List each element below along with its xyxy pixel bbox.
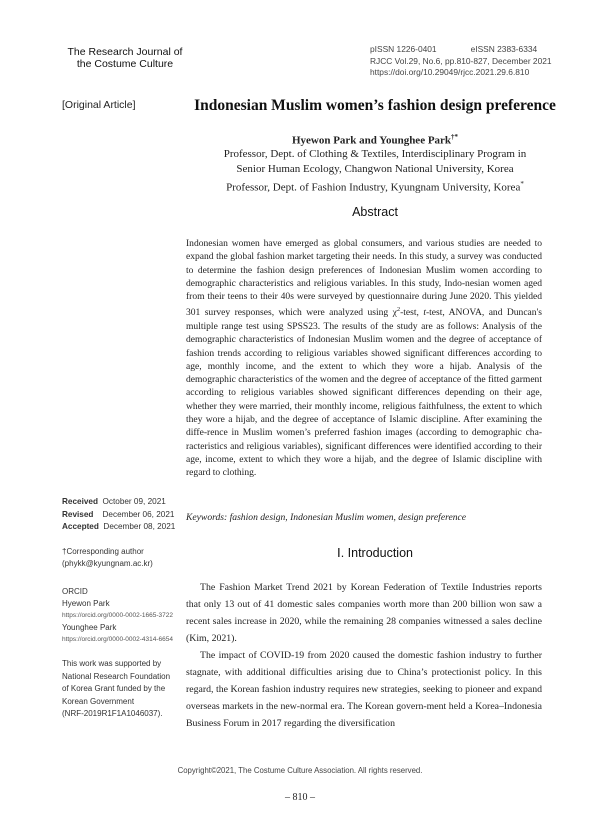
affiliations bbox=[180, 147, 570, 196]
authors bbox=[180, 133, 570, 147]
pissn: pISSN 1226-0401 bbox=[370, 44, 437, 54]
corresponding-label: †Corresponding author bbox=[62, 547, 144, 556]
intro-paragraph-2: The impact of COVID-19 from 2020 caused the domestic fashion industry to further stagnate, with additional difficulties arising due to China’s protectionist policy. In this regard, the Korean fashion industry requires new strategies, seeking to pioneer and expand overseas markets in the new-normal era. The Korean govern-ment held a Korea–Indonesia Business Forum in 2017 regarding the diversification bbox=[186, 650, 542, 729]
affiliation-line2: Senior Human Ecology, Changwon National University, Korea bbox=[236, 163, 514, 175]
eissn: eISSN 2383-6334 bbox=[470, 44, 538, 54]
orcid-link-1[interactable]: https://orcid.org/0000-0002-1665-3722 bbox=[62, 612, 173, 619]
page-number: – 810 – bbox=[285, 792, 315, 803]
article-type: [Original Article] bbox=[62, 99, 136, 111]
keywords: Keywords: fashion design, Indonesian Muslim women, design preference bbox=[186, 512, 467, 523]
received-date: October 09, 2021 bbox=[102, 497, 166, 506]
abstract-text-1: Indonesian women have emerged as global consumers, and various studies are needed to expand the global fashion market targeting their needs. In this study, a survey was conducted to determine the fashion design preferences of Indonesian Muslim women according to demographic characteristics and religious variables. In this study, Indo-nesian women aged from their teens to their 40s were surveyed by questionnaire during June 2020. This yielded 301 survey responses, which were analyzed using bbox=[186, 238, 542, 319]
affiliation-line3: Professor, Dept. of Fashion Industry, Kyungnam University, Korea bbox=[226, 181, 521, 194]
citation: RJCC Vol.29, No.6, pp.810-827, December 2021 bbox=[370, 55, 552, 66]
corresponding-email[interactable]: (phykk@kyungnam.ac.kr) bbox=[62, 559, 153, 568]
t-symbol: t bbox=[423, 307, 426, 319]
accepted-date: December 08, 2021 bbox=[103, 522, 176, 531]
grant-line4: Korean Government bbox=[62, 696, 135, 706]
grant-line2: National Research Foundation bbox=[62, 671, 171, 681]
orcid-name-1: Hyewon Park bbox=[62, 599, 110, 608]
introduction-body bbox=[186, 579, 542, 732]
received-label: Received bbox=[62, 497, 98, 506]
author-names: Hyewon Park and Younghee Park bbox=[291, 134, 452, 147]
revised-date: December 06, 2021 bbox=[102, 509, 175, 519]
copyright: Copyright©2021, The Costume Culture Association. All rights reserved. bbox=[177, 766, 423, 775]
author-mark: †* bbox=[451, 133, 459, 141]
article-dates bbox=[62, 496, 182, 534]
affiliation-mark: * bbox=[520, 180, 524, 188]
chi-symbol: χ bbox=[392, 307, 397, 319]
grant-note bbox=[62, 658, 182, 721]
grant-line5: (NRF-2019R1F1A1046037). bbox=[62, 709, 163, 718]
orcid-link-2[interactable]: https://orcid.org/0000-0002-4314-6654 bbox=[62, 636, 173, 643]
journal-name bbox=[60, 46, 190, 70]
revised-label: Revised bbox=[62, 509, 94, 519]
grant-line1: This work was supported by bbox=[62, 659, 162, 668]
journal-name-line1: The Research Journal of bbox=[67, 46, 183, 58]
journal-name-line2: the Costume Culture bbox=[76, 58, 174, 70]
doi-link[interactable]: https://doi.org/10.29049/rjcc.2021.29.6.810 bbox=[370, 67, 530, 77]
intro-paragraph-1: The Fashion Market Trend 2021 by Korean Federation of Textile Industries reports that only 13 out of 41 domestic sales companies worth more than 200 billion won saw a recent sales increase in 2020, while the remaining 28 companies witnessed a sales decline (Kim, 2021). bbox=[186, 582, 542, 644]
orcid-heading: ORCID bbox=[62, 587, 88, 596]
accepted-label: Accepted bbox=[62, 522, 99, 531]
chi-superscript: 2 bbox=[396, 306, 401, 314]
affiliation-line1: Professor, Dept. of Clothing & Textiles, Interdisciplinary Program in bbox=[223, 148, 527, 160]
abstract-body bbox=[186, 237, 542, 480]
article-title: Indonesian Muslim women’s fashion design preference bbox=[194, 97, 556, 114]
journal-meta bbox=[370, 44, 550, 79]
corresponding-author bbox=[62, 546, 182, 570]
abstract-heading: Abstract bbox=[352, 205, 398, 219]
abstract-text-2: -test, bbox=[400, 307, 424, 319]
orcid-name-2: Younghee Park bbox=[62, 623, 117, 632]
orcid-block bbox=[62, 586, 182, 646]
introduction-heading: Ⅰ. Introduction bbox=[337, 546, 413, 560]
grant-line3: of Korea Grant funded by the bbox=[62, 684, 166, 693]
abstract-text-3: -test, ANOVA, and Duncan's multiple range test using SPSS23. The results of the study are as follows: Analysis of the demographic characteristics of Indonesian Muslim women and the degree of acceptance of fashion trends according to religious variables showed significant differences according to age, monthly income, and the extent to which they wore a hijab. Analysis of the demographic characteristics of the women and the degree of acceptance of the fitted garment according to religious variables showed significant differences depending on their age, whether they were married, their monthly income, religious faithfulness, the extent to which they wore a hijab, and the degree of acceptance of Islamic discipline. After examining the diffe-rence in Muslim women’s preferred fashion images (according to demographic cha-racteristics and religious variables), significant differences were identified according to their age, income, extent to which they wore a hijab, and the degree of Islamic discipline with regard to clothing. bbox=[186, 307, 543, 479]
